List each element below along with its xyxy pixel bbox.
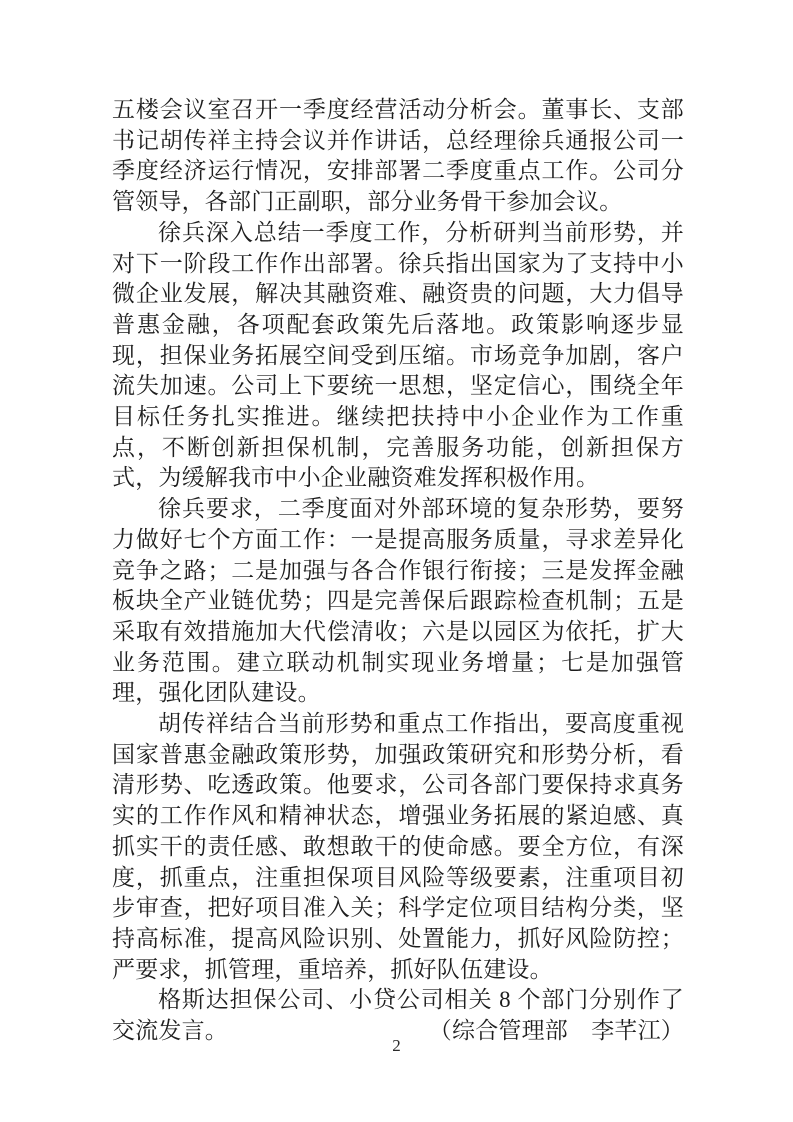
- document-body: [112, 95, 684, 1047]
- paragraph-5-text: 格斯达担保公司、小贷公司相关 8 个部门分别作了交流发言。: [112, 987, 684, 1044]
- signature: （综合管理部 李芊江）: [428, 1018, 684, 1044]
- page-number: 2: [392, 1036, 401, 1055]
- paragraph-1: 五楼会议室召开一季度经营活动分析会。董事长、支部书记胡传祥主持会议并作讲话，总经理徐兵通报公司一季度经济运行情况，安排部署二季度重点工作。公司分管领导，各部门正副职，部分业务骨干参加会议。: [112, 97, 684, 215]
- paragraph-4: 胡传祥结合当前形势和重点工作指出，要高度重视国家普惠金融政策形势，加强政策研究和形势分析，看清形势、吃透政策。他要求，公司各部门要保持求真务实的工作作风和精神状态，增强业务拓展的紧迫感、真抓实干的责任感、敢想敢干的使命感。要全方位，有深度，抓重点，注重担保项目风险等级要素，注重项目初步审查，把好项目准入关；科学定位项目结构分类，坚持高标准，提高风险识别、处置能力，抓好风险防控；严要求，抓管理，重培养，抓好队伍建设。: [112, 711, 684, 982]
- paragraph-3: 徐兵要求，二季度面对外部环境的复杂形势，要努力做好七个方面工作：一是提高服务质量，寻求差异化竞争之路；二是加强与各合作银行衔接；三是发挥金融板块全产业链优势；四是完善保后跟踪检查机制；五是采取有效措施加大代偿清收；六是以园区为依托，扩大业务范围。建立联动机制实现业务增量；七是加强管理，强化团队建设。: [112, 496, 684, 706]
- paragraph-2: 徐兵深入总结一季度工作，分析研判当前形势，并对下一阶段工作作出部署。徐兵指出国家为了支持中小微企业发展，解决其融资难、融资贵的问题，大力倡导普惠金融，各项配套政策先后落地。政策影响逐步显现，担保业务拓展空间受到压缩。市场竞争加剧，客户流失加速。公司上下要统一思想，坚定信心，围绕全年目标任务扎实推进。继续把扶持中小企业作为工作重点，不断创新担保机制，完善服务功能，创新担保方式，为缓解我市中小企业融资难发挥积极作用。: [112, 219, 684, 491]
